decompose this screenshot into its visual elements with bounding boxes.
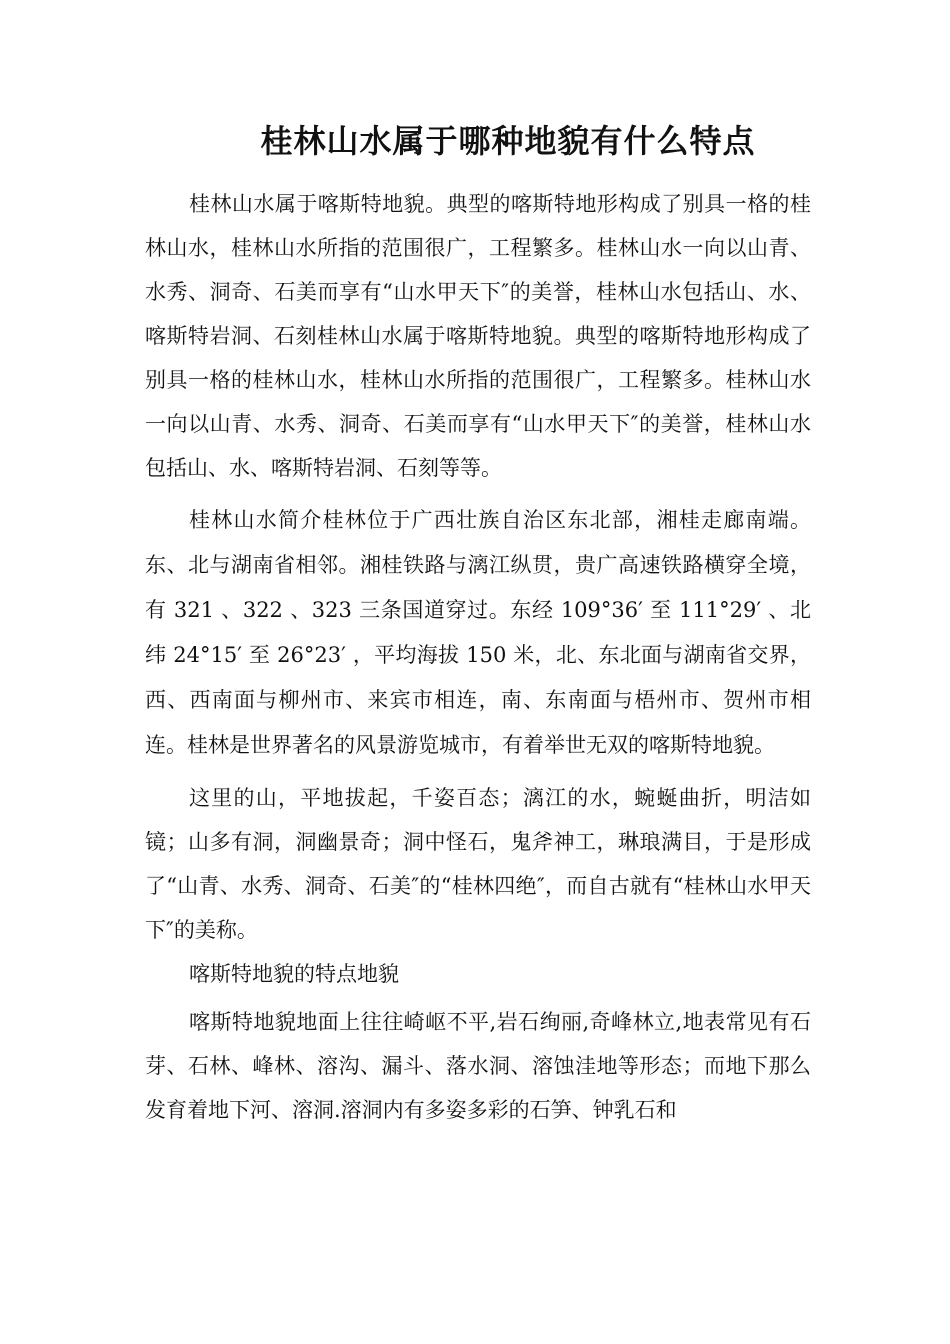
document-body bbox=[145, 182, 811, 1132]
paragraph-landscape: 这里的山，平地拔起，千姿百态；漓江的水，蜿蜒曲折，明洁如镜；山多有洞，洞幽景奇；洞中怪石，鬼斧神工，琳琅满目，于是形成了“山青、水秀、洞奇、石美″的“桂林四绝″，而自古就有“桂林山水甲天下″的美称。 bbox=[145, 786, 811, 942]
paragraph-guilin-overview: 桂林山水简介桂林位于广西壮族自治区东北部，湘桂走廊南端。东、北与湖南省相邻。湘桂铁路与漓江纵贯，贵广高速铁路横穿全境，有 321 、322 、323 三条国道穿过。东经 109°36′ 至 111°29′ 、北纬 24°15′ 至 26°23′ ，平均海拔 150 米，北、东北面与湖南省交界，西、西南面与柳州市、来宾市相连，南、东南面与梧州市、贺州市相连。桂林是世界著名的风景游览城市，有着举世无双的喀斯特地貌。 bbox=[145, 508, 811, 757]
paragraph-intro: 桂林山水属于喀斯特地貌。典型的喀斯特地形构成了别具一格的桂林山水，桂林山水所指的范围很广，工程繁多。桂林山水一向以山青、水秀、洞奇、石美而享有“山水甲天下″的美誉，桂林山水包括山、水、喀斯特岩洞、石刻桂林山水属于喀斯特地貌。典型的喀斯特地形构成了别具一格的桂林山水，桂林山水所指的范围很广，工程繁多。桂林山水一向以山青、水秀、洞奇、石美而享有“山水甲天下″的美誉，桂林山水包括山、水、喀斯特岩洞、石刻等等。 bbox=[145, 192, 811, 480]
paragraph-karst-features: 喀斯特地貌地面上往往崎岖不平,岩石绚丽,奇峰林立,地表常见有石芽、石林、峰林、溶沟、漏斗、落水洞、溶蚀洼地等形态；而地下那么发育着地下河、溶洞.溶洞内有多姿多彩的石笋、钟乳石和 bbox=[145, 1010, 811, 1122]
section-heading-karst-features: 喀斯特地貌的特点地貌 bbox=[189, 962, 399, 986]
document-title: 桂林山水属于哪种地貌有什么特点 bbox=[260, 122, 756, 160]
